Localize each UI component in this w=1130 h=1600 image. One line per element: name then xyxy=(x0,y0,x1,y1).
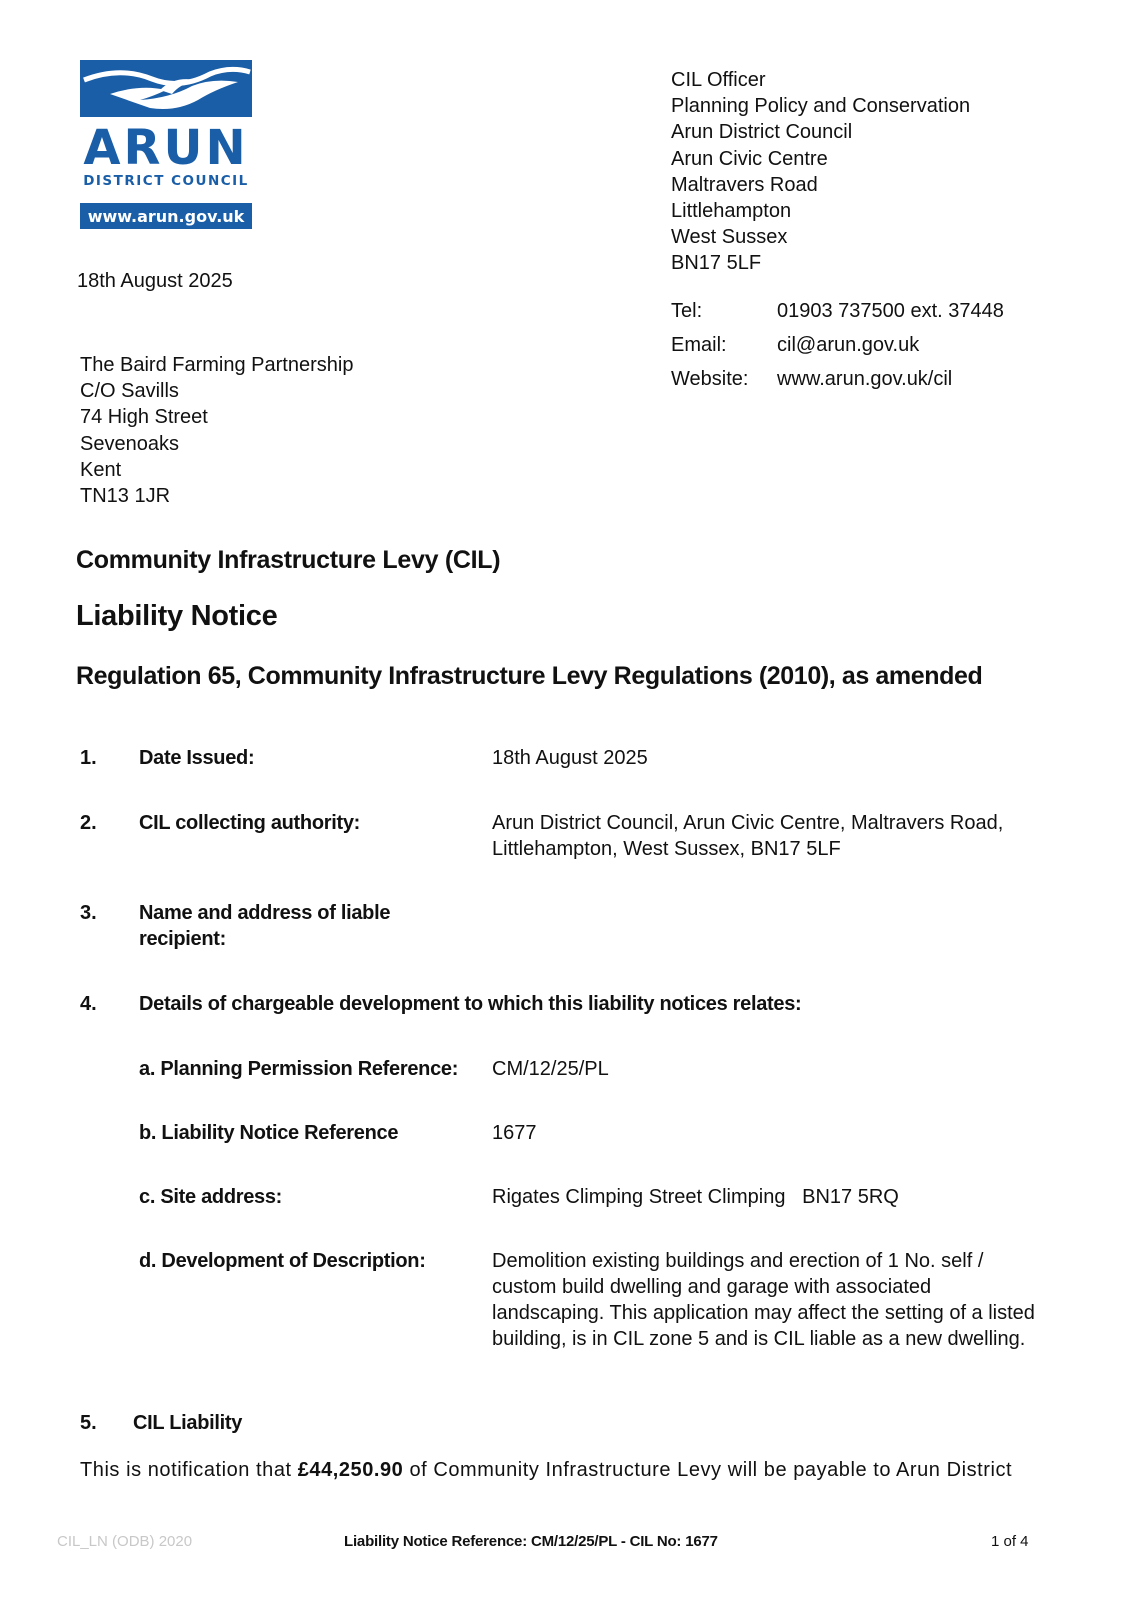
footer-reference: Liability Notice Reference: CM/12/25/PL - CIL No: 1677 xyxy=(344,1533,718,1550)
sender-line: Arun District Council xyxy=(671,121,853,144)
contact-email xyxy=(671,334,919,357)
item-value xyxy=(492,1248,1072,1352)
value-line: Arun District Council, Arun Civic Centre, Maltravers Road, xyxy=(492,812,1004,834)
footer-page-number: 1 of 4 xyxy=(991,1533,1029,1550)
liability-notification xyxy=(80,1459,1012,1482)
item-number: 2. xyxy=(80,812,97,834)
recipient-line: Kent xyxy=(80,458,122,481)
svg-text:ARUN: ARUN xyxy=(83,120,249,176)
item-value: 18th August 2025 xyxy=(492,747,648,769)
sender-line: BN17 5LF xyxy=(671,252,762,275)
contact-website xyxy=(671,368,952,391)
sender-line: Planning Policy and Conservation xyxy=(671,95,971,118)
item-label: CIL collecting authority: xyxy=(139,812,361,834)
recipient-line: C/O Savills xyxy=(80,380,179,403)
heading-regulation: Regulation 65, Community Infrastructure Levy Regulations (2010), as amended xyxy=(76,662,983,690)
sender-line: Littlehampton xyxy=(671,200,792,223)
item-number: 4. xyxy=(80,993,97,1015)
item-value: 1677 xyxy=(492,1122,537,1144)
item-number: 1. xyxy=(80,747,97,769)
label-line: recipient: xyxy=(139,928,227,950)
value-line: Littlehampton, West Sussex, BN17 5LF xyxy=(492,838,841,860)
liability-amount: £44,250.90 xyxy=(297,1459,404,1481)
notification-prefix: This is notification that xyxy=(80,1459,298,1481)
recipient-line: Sevenoaks xyxy=(80,432,179,455)
item-label: a. Planning Permission Reference: xyxy=(139,1058,459,1080)
council-logo xyxy=(80,60,252,232)
email-link[interactable]: cil@arun.gov.uk xyxy=(777,334,920,356)
value-line: landscaping. This application may affect the setting of a listed xyxy=(492,1302,1035,1324)
item-label: Details of chargeable development to which this liability notices relates: xyxy=(139,993,802,1015)
tel-value: 01903 737500 ext. 37448 xyxy=(777,300,1004,322)
item-label: Date Issued: xyxy=(139,747,255,769)
sender-line: West Sussex xyxy=(671,226,788,249)
contact-tel xyxy=(671,300,1004,323)
value-line: building, is in CIL zone 5 and is CIL liable as a new dwelling. xyxy=(492,1328,1026,1350)
email-label: Email: xyxy=(671,334,727,356)
label-line: Name and address of liable xyxy=(139,902,391,924)
item-label: CIL Liability xyxy=(133,1412,243,1434)
recipient-line: TN13 1JR xyxy=(80,485,171,508)
item-label: b. Liability Notice Reference xyxy=(139,1122,399,1144)
item-label xyxy=(139,900,390,952)
item-value xyxy=(492,810,1072,862)
website-link[interactable]: www.arun.gov.uk/cil xyxy=(777,368,953,390)
letter-date: 18th August 2025 xyxy=(77,270,233,292)
value-line: Demolition existing buildings and erection of 1 No. self / xyxy=(492,1250,984,1272)
sender-line: Arun Civic Centre xyxy=(671,147,828,170)
value-line: custom build dwelling and garage with associated xyxy=(492,1276,932,1298)
item-label: d. Development of Description: xyxy=(139,1250,426,1272)
svg-text:DISTRICT COUNCIL: DISTRICT COUNCIL xyxy=(83,173,249,189)
item-label: c. Site address: xyxy=(139,1186,283,1208)
recipient-address xyxy=(80,352,353,509)
item-number: 3. xyxy=(80,902,97,924)
sender-line: Maltravers Road xyxy=(671,173,818,196)
recipient-line: 74 High Street xyxy=(80,406,208,429)
item-value: CM/12/25/PL xyxy=(492,1058,609,1080)
item-number: 5. xyxy=(80,1412,97,1434)
item-value: Rigates Climping Street Climping BN17 5RQ xyxy=(492,1186,899,1208)
sender-address xyxy=(671,67,970,277)
recipient-line: The Baird Farming Partnership xyxy=(80,354,354,376)
website-label: Website: xyxy=(671,368,749,390)
notification-suffix: of Community Infrastructure Levy will be payable to Arun District xyxy=(403,1459,1013,1481)
heading-cil: Community Infrastructure Levy (CIL) xyxy=(76,546,501,574)
svg-text:www.arun.gov.uk: www.arun.gov.uk xyxy=(87,207,245,226)
heading-liability-notice: Liability Notice xyxy=(76,600,278,632)
tel-label: Tel: xyxy=(671,300,703,322)
sender-line: CIL Officer xyxy=(671,69,766,91)
footer-form-code: CIL_LN (ODB) 2020 xyxy=(57,1533,193,1550)
council-logo-graphic xyxy=(80,60,252,232)
